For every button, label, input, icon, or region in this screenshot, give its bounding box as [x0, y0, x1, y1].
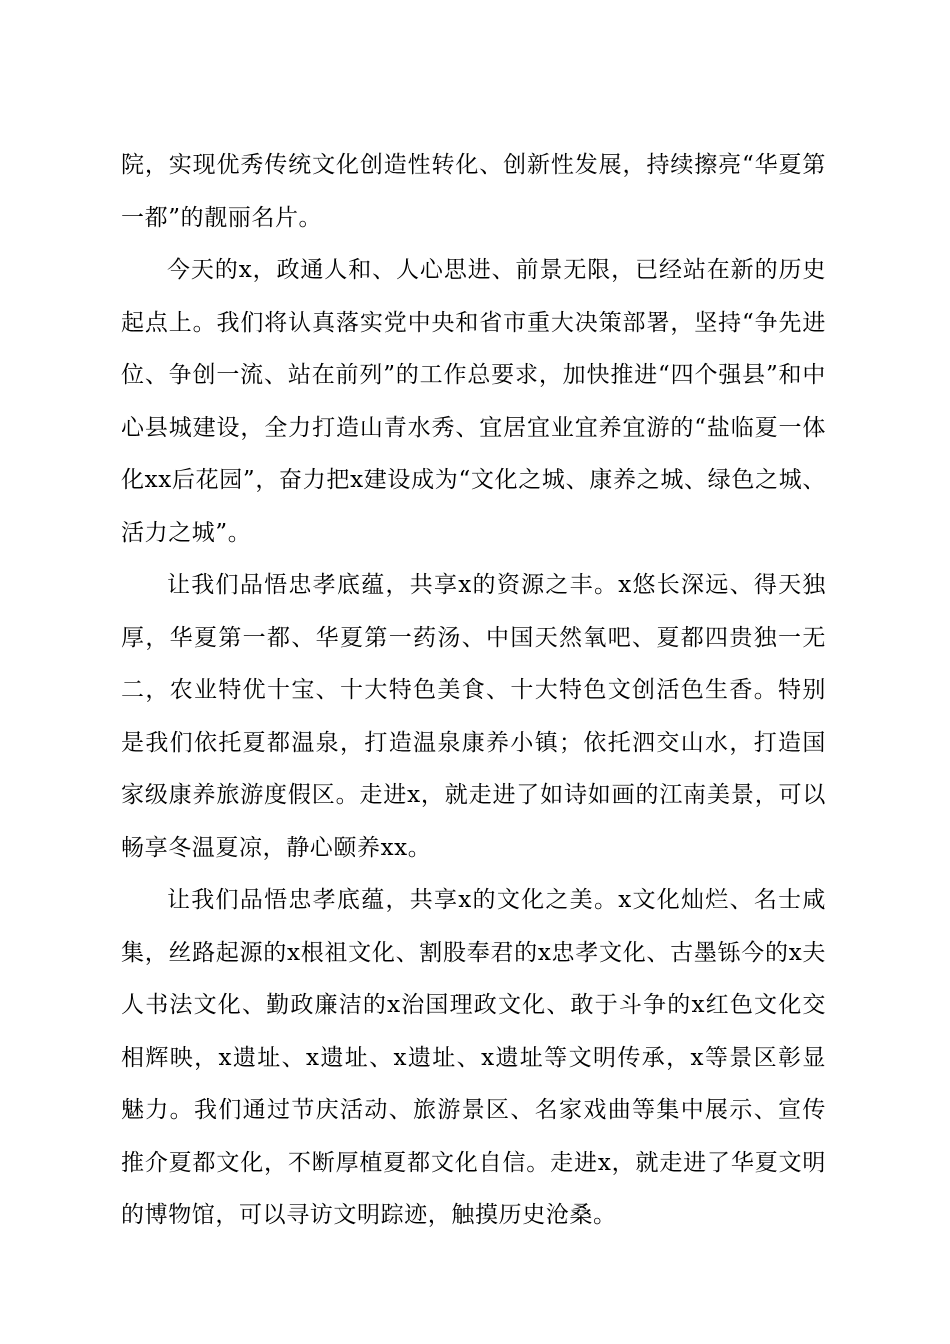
paragraph-resources: 让我们品悟忠孝底蕴，共享x的资源之丰。x悠长深远、得天独厚，华夏第一都、华夏第一药汤、中国天然氧吧、夏都四贵独一无二，农业特优十宝、十大特色美食、十大特色文创活色生香。特别是我们依托夏都温泉，打造温泉康养小镇；依托泗交山水，打造国家级康养旅游度假区。走进x，就走进了如诗如画的江南美景，可以畅享冬温夏凉，静心颐养xx。	[121, 572, 826, 861]
paragraph-today: 今天的x，政通人和、人心思进、前景无限，已经站在新的历史起点上。我们将认真落实党中央和省市重大决策部署，坚持“争先进位、争创一流、站在前列”的工作总要求，加快推进“四个强县”和中心县城建设，全力打造山青水秀、宜居宜业宜养宜游的“盐临夏一体化xx后花园”，奋力把x建设成为“文化之城、康养之城、绿色之城、活力之城”。	[121, 257, 826, 546]
paragraph-culture: 让我们品悟忠孝底蕴，共享x的文化之美。x文化灿烂、名士咸集，丝路起源的x根祖文化、割股奉君的x忠孝文化、古墨铄今的x夫人书法文化、勤政廉洁的x治国理政文化、敢于斗争的x红色文化交相辉映，x遗址、x遗址、x遗址、x遗址等文明传承，x等景区彰显魅力。我们通过节庆活动、旅游景区、名家戏曲等集中展示、宣传推介夏都文化，不断厚植夏都文化自信。走进x，就走进了华夏文明的博物馆，可以寻访文明踪迹，触摸历史沧桑。	[121, 887, 826, 1228]
document-body	[121, 139, 826, 1242]
paragraph-continued: 院，实现优秀传统文化创造性转化、创新性发展，持续擦亮“华夏第一都”的靓丽名片。	[121, 152, 826, 231]
